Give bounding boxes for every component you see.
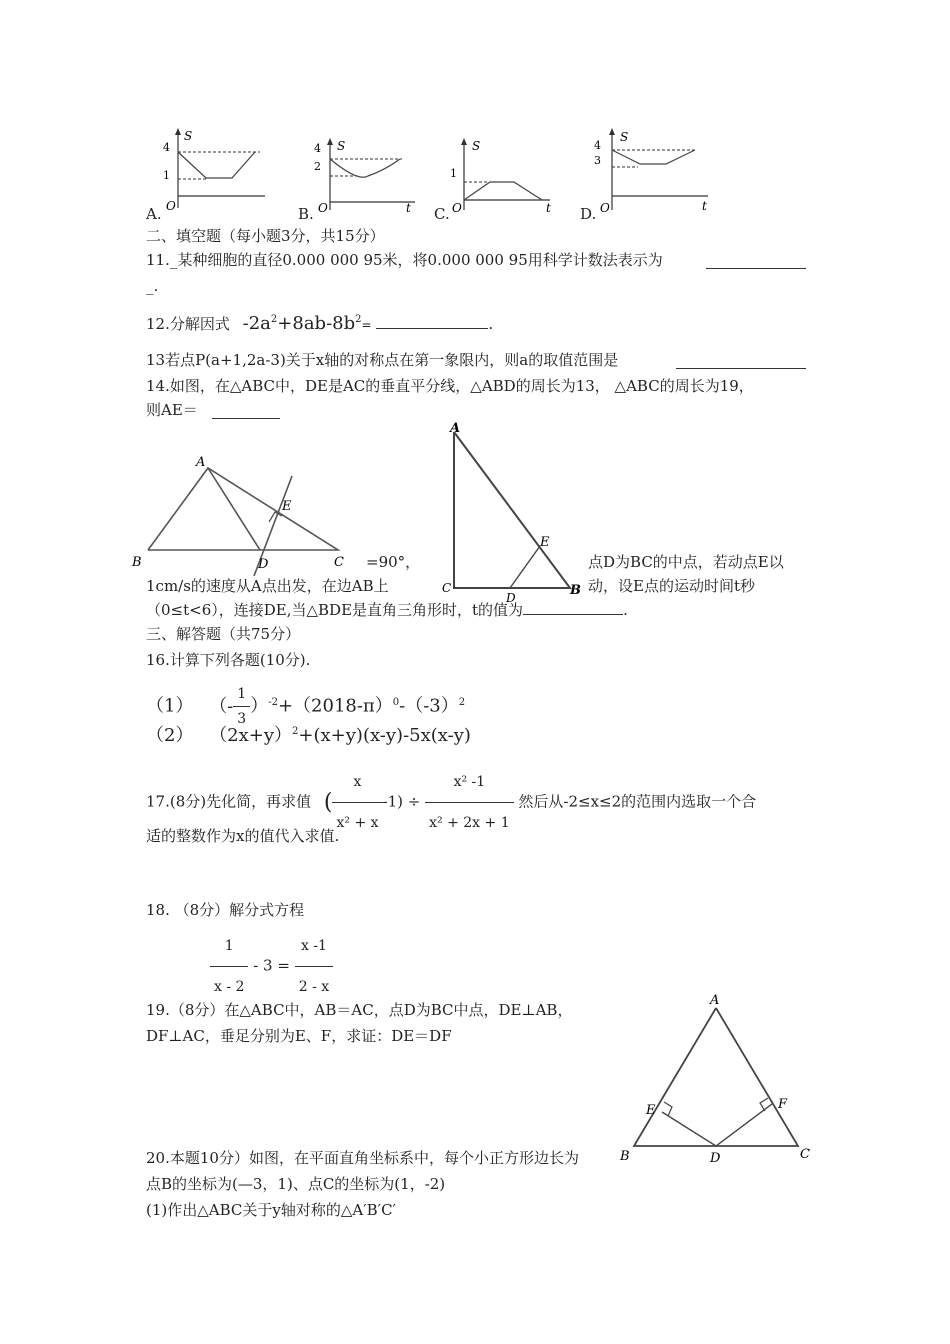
graph-b-axis-s: S [337,139,346,153]
graph-c-axis-t: t [546,201,551,215]
q17-f1-den: x² + x [336,815,379,831]
q12-answer-blank[interactable] [376,314,488,329]
q17-fraction1 [332,762,382,843]
q15-end: . [623,601,628,619]
q19-label-d: D [710,1151,721,1166]
graph-d-axis-s: S [620,130,629,144]
section2-heading: 二、填空题（每小题3分，共15分） [146,227,385,245]
graph-b-tick-2: 2 [314,160,321,173]
q17-f2-num: x² -1 [425,762,513,803]
q19-line1: 19.（8分）在△ABC中，AB＝AC，点D为BC中点，DE⊥AB， [146,1001,573,1019]
graph-a-axis-s: S [184,129,193,143]
q14-label-b: B [132,555,142,570]
q16-p2-label: （2） [146,725,194,746]
q11-tail: _. [146,277,159,295]
graph-a-tick-1: 1 [163,169,170,182]
graph-option-c [450,138,560,213]
q18-l-num: 1 [210,926,248,967]
q19-figure [620,990,820,1170]
q16-p1-mid: +（2018-π） [277,695,393,717]
q16-p1-den: 3 [237,711,247,727]
q13-answer-blank[interactable] [676,354,806,369]
graph-c-label: C. [434,205,450,223]
q16-p1-exp3: 2 [458,696,466,708]
graph-d-tick-3: 3 [594,154,601,167]
q19-label-b: B [620,1149,630,1164]
q16-p2-a: （2x+y） [209,725,293,746]
q19-label-a: A [710,993,720,1008]
q12-eq: = [361,318,372,332]
graph-d-axis-t: t [702,199,707,213]
q11-text: 11._某种细胞的直径0.000 000 95米，将0.000 000 95用科学计数法表示为 [146,251,663,269]
graph-b-axis-t: t [406,201,411,215]
graph-b-origin: O [318,201,328,215]
q17-fraction2 [425,762,513,843]
q20-line3: (1)作出△ABC关于y轴对称的△A′B′C′ [146,1201,396,1219]
graph-d-label: D. [580,205,597,223]
q15-label-b: B [570,583,581,598]
section3-heading: 三、解答题（共75分） [146,625,301,643]
q12-prefix: 12.分解因式 [146,315,230,333]
q15-line2b: 动，设E点的运动时间t秒 [588,577,755,595]
q15-frag1: =90°， [366,553,421,571]
q18-title: 18. （8分）解分式方程 [146,901,305,919]
q16-p1-open: （- [209,695,234,717]
q17-line2: 适的整数作为x的值代入求值. [146,827,340,845]
q18-r-den: 2 - x [298,979,330,995]
q15-line3 [146,600,628,620]
graph-c-axis-s: S [472,139,481,153]
q19-label-e: E [646,1103,656,1118]
q19-label-c: C [800,1147,810,1162]
q17-prefix: 17.(8分)先化简，再求值 [146,792,312,811]
q16-p1-num: 1 [233,682,250,707]
q16-p2-exp: 2 [292,726,299,737]
q12-sup2: 2 [355,314,362,325]
q16-p1-close: ） [250,695,269,717]
q17-f1-num: x [332,762,382,803]
q17-div: ÷ [407,792,421,811]
q11-answer-blank[interactable] [706,254,806,269]
q14-label-d: D [258,557,269,572]
graph-option-d [590,128,715,213]
q17-m1: -1) [382,792,403,811]
q17-paren: ( [323,789,333,815]
graph-d-tick-4: 4 [594,139,601,152]
q12-sup1: 2 [270,314,278,325]
q13-text: 13若点P(a+1,2a-3)关于x轴的对称点在第一象限内，则a的取值范围是 [146,351,619,369]
q16-p1-exp2: 0 [392,696,400,708]
graph-option-b [310,138,420,213]
q15-frag2: 点D为BC的中点，若动点E以 [588,553,784,571]
graph-c-tick-1: 1 [450,167,457,180]
graph-c-origin: O [452,201,462,215]
q15-line2a: 1cm/s的速度从A点出发，在边AB上 [146,577,389,595]
graph-b-tick-4: 4 [314,142,321,155]
q15-label-a: A [450,421,461,436]
q16-part2 [146,724,471,751]
q20-line1: 20.本题10分）如图，在平面直角坐标系中，每个小正方形边长为 [146,1149,579,1167]
q14-line2: 则AE＝ [146,401,198,419]
graph-a-label: A. [146,205,162,223]
q20-line1-wrap [146,1148,606,1168]
graph-d-origin: O [600,201,610,215]
q16-p2-b: +(x+y)(x-y)-5x(x-y) [298,725,471,746]
q15-label-d: D [506,591,516,605]
q16-title: 16.计算下列各题(10分). [146,651,311,669]
q18-minus3: - 3 = [253,956,290,975]
q12-expr-b: +8ab-8b [277,313,356,334]
q19-line2: DF⊥AC，垂足分别为E、F，求证：DE＝DF [146,1027,452,1045]
graph-a-tick-4: 4 [163,141,170,154]
q20-line2: 点B的坐标为(—3，1)、点C的坐标为(1，-2) [146,1175,446,1193]
q18-l-den: x - 2 [214,979,245,995]
q12-line [146,314,493,337]
q17-f2-den: x² + 2x + 1 [429,815,510,831]
q16-p1-exp1: -2 [268,696,278,708]
q17-suffix: 然后从-2≤x≤2的范围内选取一个合 [518,792,757,811]
graph-option-a [160,128,270,213]
q15-label-e: E [540,535,550,550]
q15-label-c: C [442,581,452,595]
q15-answer-blank[interactable] [523,600,623,615]
q15-line3a: （0≤t<6），连接DE,当△BDE是直角三角形时，t的值为 [146,601,524,619]
q14-label-c: C [334,555,344,570]
q18-equation [210,926,333,1007]
q14-line1: 14.如图，在△ABC中，DE是AC的垂直平分线，△ABD的周长为13， △ABC的周长为19， [146,377,754,395]
graph-a-origin: O [166,199,176,213]
q18-right-fraction [295,926,333,1007]
q16-p1-minus: -（-3） [399,695,459,717]
q14-answer-blank[interactable] [212,404,280,419]
q18-left-fraction [210,926,248,1007]
q15-figure [440,420,590,605]
q12-expr-a: -2a [242,313,271,334]
q16-p1-label: （1） [146,695,194,717]
q14-label-a: A [196,455,206,470]
q18-r-num: x -1 [295,926,333,967]
q12-end: . [488,315,494,333]
q14-label-e: E [282,499,292,514]
q14-figure [130,450,360,580]
q19-label-f: F [778,1097,788,1112]
graph-b-label: B. [298,205,314,223]
